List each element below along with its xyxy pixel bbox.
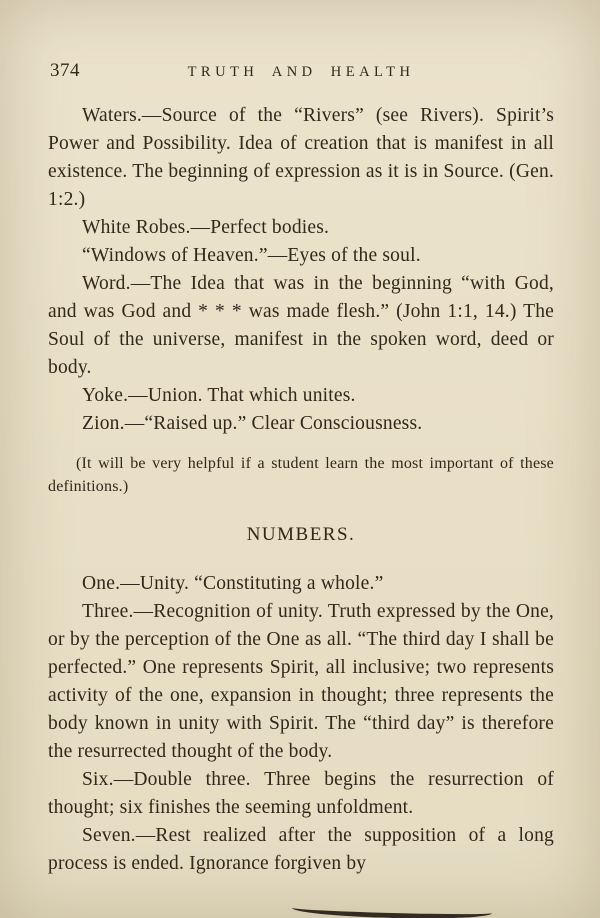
paragraph-one: One.—Unity. “Constituting a whole.” [82,573,384,594]
paragraph-white-robes: White Robes.—Perfect bodies. [82,217,330,238]
paragraph-seven: Seven.—Rest realized after the supposition of a long process is ended. Ignorance forgiven by [48,825,554,874]
running-title: TRUTH AND HEALTH [187,64,415,80]
paragraph-zion: Zion.—“Raised up.” Clear Consciousness. [82,413,423,434]
page-number: 374 [50,60,80,81]
scan-artifact-mark [292,900,492,918]
paragraph-three: Three.—Recognition of unity. Truth expressed by the One, or by the perception of the One as all. “The third day I shall be perfected.” One represents Spirit, all inclusive; two represents activity of the one, expansion in thought; three represents the body known in unity with Spirit. The “third day” is therefore the resurrected thought of the body. [48,601,554,762]
paragraph-word: Word.—The Idea that was in the beginning “with God, and was God and * * * was made flesh.” (John 1:1, 14.) The Soul of the universe, manifest in the spoken word, deed or body. [48,273,554,378]
section-heading-numbers: NUMBERS. [246,524,356,545]
paragraph-waters: Waters.—Source of the “Rivers” (see Rivers). Spirit’s Power and Possibility. Idea of creation that is manifest in all existence. The beginning of expression as it is in Source. (Gen. 1:2.) [48,105,554,210]
paragraph-windows-of-heaven: “Windows of Heaven.”—Eyes of the soul. [82,245,421,266]
page-body [48,102,554,878]
study-note: (It will be very helpful if a student learn the most important of these definitions.) [48,455,554,495]
paragraph-yoke: Yoke.—Union. That which unites. [82,385,356,406]
paragraph-six: Six.—Double three. Three begins the resurrection of thought; six finishes the seeming unfoldment. [48,769,554,818]
page-header [48,60,554,88]
